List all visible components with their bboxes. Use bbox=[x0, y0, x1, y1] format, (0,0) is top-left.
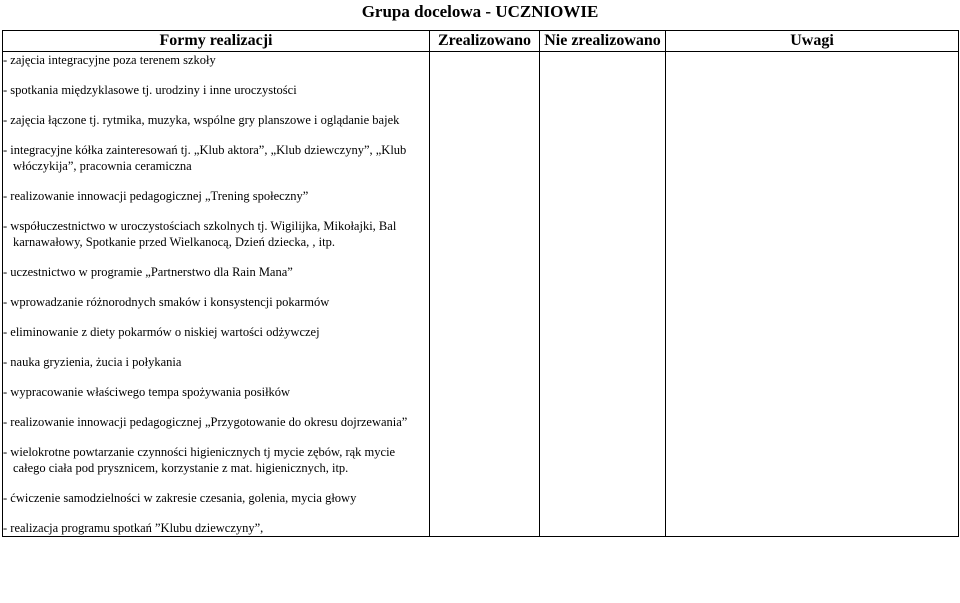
list-item: - zajęcia łączone tj. rytmika, muzyka, wspólne gry planszowe i oglądanie bajek bbox=[3, 113, 400, 127]
list-item: - realizowanie innowacji pedagogicznej „Przygotowanie do okresu dojrzewania” bbox=[3, 415, 408, 429]
forms-list-cell bbox=[3, 52, 430, 537]
not-done-cell[interactable] bbox=[540, 52, 666, 537]
header-not-done: Nie zrealizowano bbox=[540, 31, 666, 52]
list-item: - wprowadzanie różnorodnych smaków i konsystencji pokarmów bbox=[3, 295, 330, 309]
list-item: - wypracowanie właściwego tempa spożywania posiłków bbox=[3, 385, 291, 399]
group-title-text: Grupa docelowa - UCZNIOWIE bbox=[361, 2, 599, 21]
list-item: - wielokrotne powtarzanie czynności higienicznych tj mycie zębów, rąk mycie całego ciała pod prysznicem, korzystanie z mat. higienicznych, itp. bbox=[3, 445, 396, 475]
list-item: - ćwiczenie samodzielności w zakresie czesania, golenia, mycia głowy bbox=[3, 491, 357, 505]
list-item: - uczestnictwo w programie „Partnerstwo dla Rain Mana” bbox=[3, 265, 293, 279]
done-cell[interactable] bbox=[430, 52, 540, 537]
list-item: - spotkania międzyklasowe tj. urodziny i inne uroczystości bbox=[3, 83, 297, 97]
list-item: - realizowanie innowacji pedagogicznej „Trening społeczny” bbox=[3, 189, 309, 203]
list-item: - zajęcia integracyjne poza terenem szkoły bbox=[3, 53, 216, 67]
list-item: - realizacja programu spotkań ”Klubu dziewczyny”, bbox=[3, 521, 264, 535]
header-forms: Formy realizacji bbox=[3, 31, 430, 52]
header-done: Zrealizowano bbox=[430, 31, 540, 52]
list-item: - eliminowanie z diety pokarmów o niskiej wartości odżywczej bbox=[3, 325, 320, 339]
header-notes: Uwagi bbox=[666, 31, 959, 52]
table-row bbox=[3, 52, 959, 537]
notes-cell[interactable] bbox=[666, 52, 959, 537]
group-title bbox=[0, 2, 960, 22]
list-item: - współuczestnictwo w uroczystościach szkolnych tj. Wigilijka, Mikołajki, Bal karnawałowy, Spotkanie przed Wielkanocą, Dzień dziecka, , itp. bbox=[3, 219, 397, 249]
list-item: - nauka gryzienia, żucia i połykania bbox=[3, 355, 182, 369]
title-row bbox=[0, 0, 960, 26]
header-row bbox=[3, 31, 959, 52]
list-item: - integracyjne kółka zainteresowań tj. „Klub aktora”, „Klub dziewczyny”, „Klub włóczykija”, pracownia ceramiczna bbox=[3, 143, 407, 173]
activities-table bbox=[2, 30, 959, 537]
